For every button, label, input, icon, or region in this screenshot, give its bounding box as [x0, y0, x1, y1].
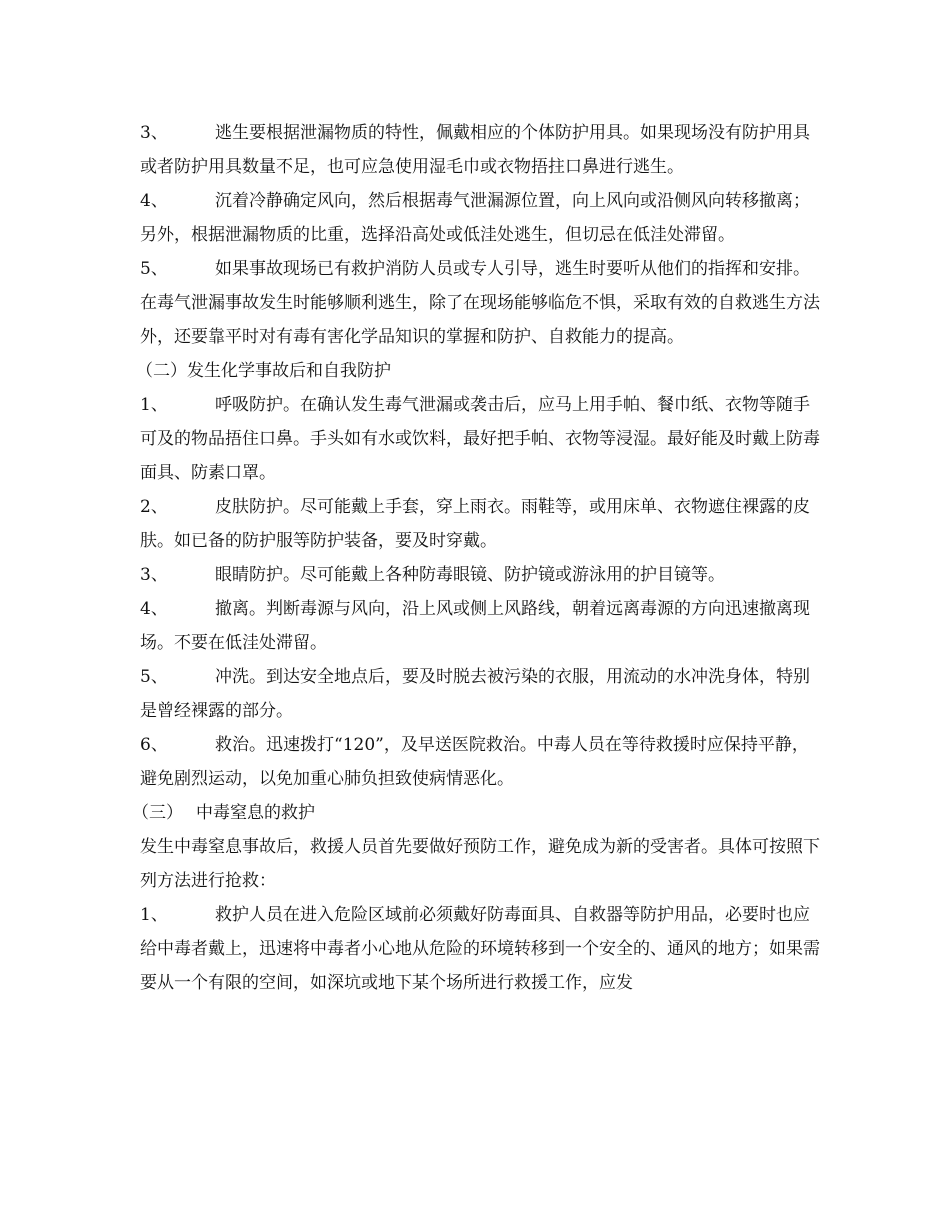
item-number: 4、 [140, 599, 168, 619]
list-item [140, 558, 820, 592]
item-number: 2、 [140, 497, 168, 517]
list-item [140, 898, 820, 1000]
item-number: 4、 [140, 191, 168, 211]
item-number: 3、 [140, 565, 168, 585]
section-heading: （二）发生化学事故后和自我防护 [136, 361, 391, 381]
list-item [140, 728, 820, 796]
section-heading [132, 796, 820, 830]
item-text: 救护人员在进入危险区域前必须戴好防毒面具、自救器等防护用品，必要时也应给中毒者戴上，迅速将中毒者小心地从危险的环境转移到一个安全的、通风的地方；如果需要从一个有限的空间，如深坑或地下某个场所进行救援工作，应发 [140, 905, 820, 993]
item-number: 1、 [140, 395, 168, 415]
list-item [140, 184, 820, 252]
item-number: 6、 [140, 735, 168, 755]
item-number: 5、 [140, 259, 168, 279]
item-number: 3、 [140, 123, 168, 143]
document-body [132, 116, 820, 1000]
item-text: 眼睛防护。尽可能戴上各种防毒眼镜、防护镜或游泳用的护目镜等。 [215, 565, 725, 585]
list-item [140, 490, 820, 558]
paragraph: 在毒气泄漏事故发生时能够顺利逃生，除了在现场能够临危不惧，采取有效的自救逃生方法外，还要靠平时对有毒有害化学品知识的掌握和防护、自救能力的提高。 [140, 293, 820, 347]
list-item [140, 252, 820, 286]
item-text: 冲洗。到达安全地点后，要及时脱去被污染的衣服，用流动的水冲洗身体，特别是曾经裸露的部分。 [140, 667, 810, 721]
item-text: 沉着冷静确定风向，然后根据毒气泄漏源位置，向上风向或沿侧风向转移撤离；另外，根据泄漏物质的比重，选择沿高处或低洼处逃生，但切忌在低洼处滞留。 [140, 191, 810, 245]
item-number: 1、 [140, 905, 168, 925]
item-text: 救治。迅速拨打“120”，及早送医院救治。中毒人员在等待救援时应保持平静，避免剧烈运动，以免加重心肺负担致使病情恶化。 [140, 735, 809, 789]
list-item [140, 592, 820, 660]
item-number: 5、 [140, 667, 168, 687]
list-item [140, 116, 820, 184]
item-text: 皮肤防护。尽可能戴上手套，穿上雨衣。雨鞋等，或用床单、衣物遮住裸露的皮肤。如已备的防护服等防护装备，要及时穿戴。 [140, 497, 810, 551]
item-text: 呼吸防护。在确认发生毒气泄漏或袭击后，应马上用手帕、餐巾纸、衣物等随手可及的物品捂住口鼻。手头如有水或饮料，最好把手帕、衣物等浸湿。最好能及时戴上防毒面具、防素口罩。 [140, 395, 820, 483]
list-item [140, 388, 820, 490]
heading-number: （三） [132, 803, 183, 823]
item-text: 撤离。判断毒源与风向，沿上风或侧上风路线，朝着远离毒源的方向迅速撤离现场。不要在低洼处滞留。 [140, 599, 810, 653]
item-text: 逃生要根据泄漏物质的特性，佩戴相应的个体防护用具。如果现场没有防护用具或者防护用具数量不足，也可应急使用湿毛巾或衣物捂拄口鼻进行逃生。 [140, 123, 810, 177]
paragraph: 发生中毒窒息事故后，救援人员首先要做好预防工作，避免成为新的受害者。具体可按照下列方法进行抢救： [140, 837, 820, 891]
item-text: 如果事故现场已有救护消防人员或专人引导，逃生时要听从他们的指挥和安排。 [215, 259, 810, 279]
heading-text: 中毒窒息的救护 [196, 803, 315, 823]
list-item [140, 660, 820, 728]
